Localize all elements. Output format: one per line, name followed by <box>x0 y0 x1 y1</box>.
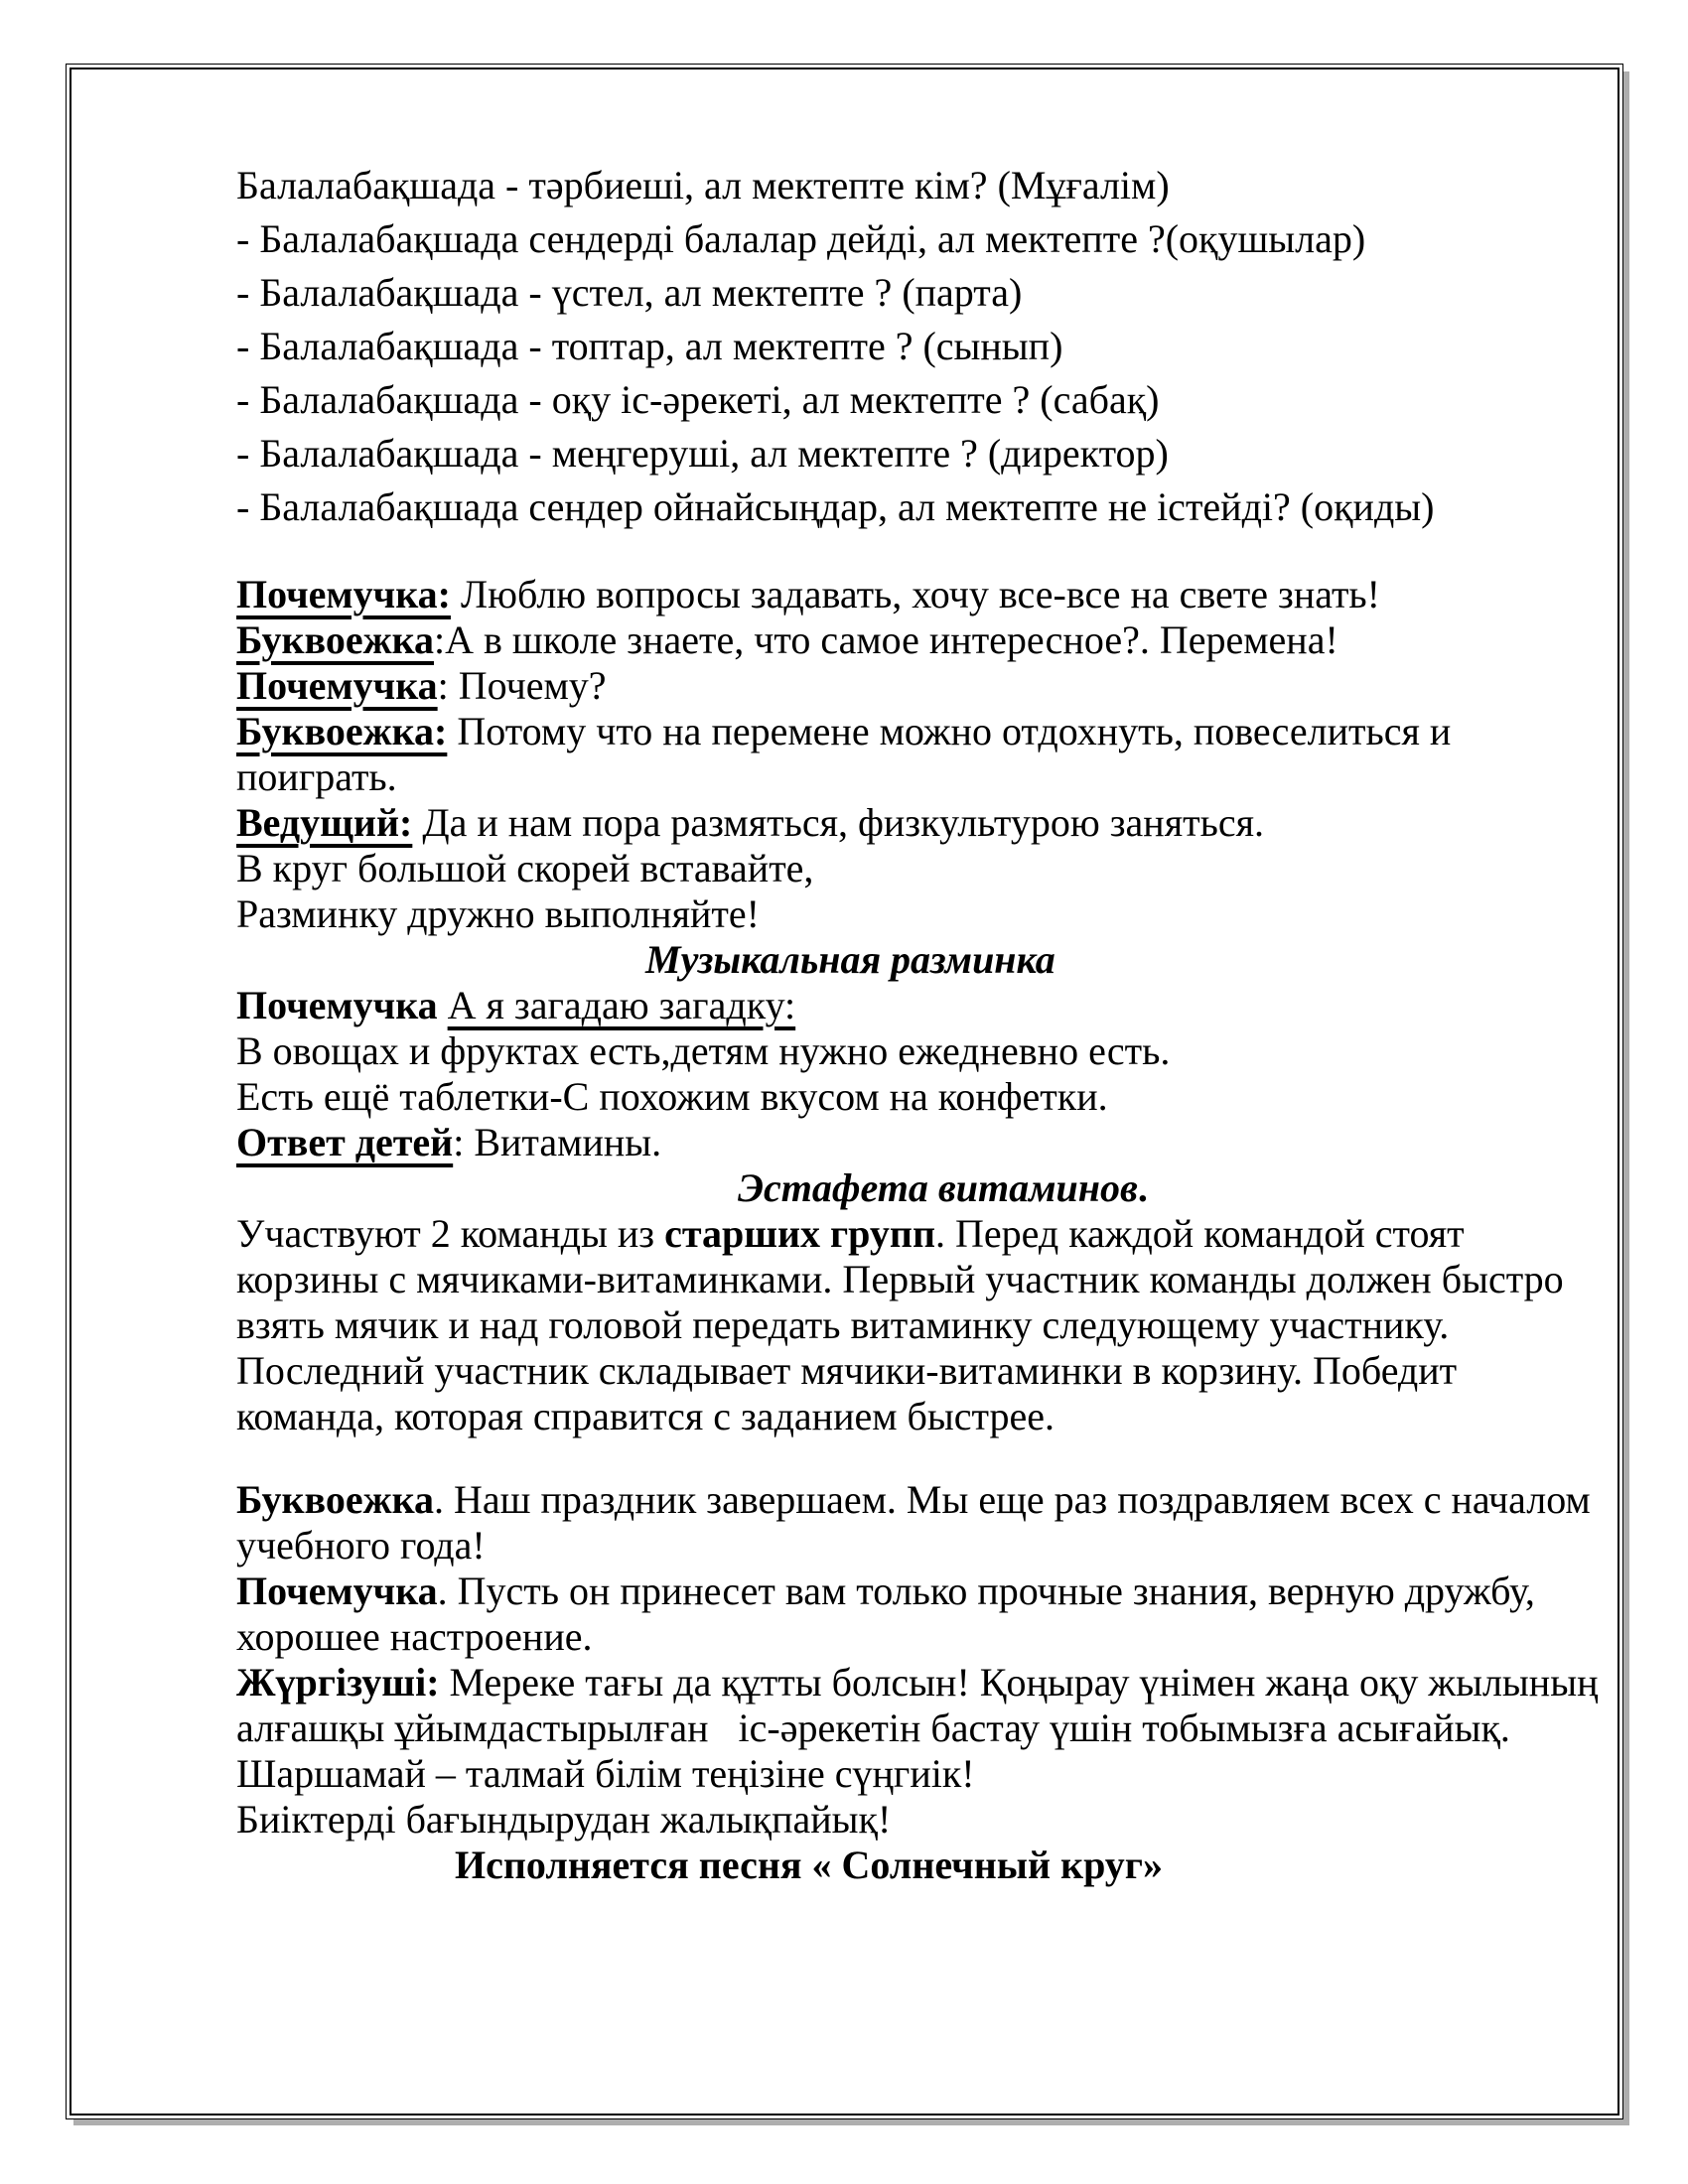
text-segment: Жүргізуші: <box>236 1660 440 1705</box>
text-segment: Последний участник складывает мячики-витаминки в корзину. Победит <box>236 1348 1458 1393</box>
text-segment: - Балалабақшада - оқу іс-әрекеті, ал мектепте ? (сабақ) <box>236 377 1160 422</box>
text-segment: :А в школе знаете, что самое интересное?. Перемена! <box>434 617 1338 662</box>
text-segment: Буквоежка: <box>236 709 448 753</box>
text-segment: : Почему? <box>437 663 607 708</box>
text-segment: В овощах и фруктах есть,детям нужно ежедневно есть. <box>236 1028 1171 1073</box>
blank-line <box>236 534 1567 572</box>
body-line <box>236 1302 1567 1348</box>
text-segment: взять мячик и над головой передать витаминку следующему участнику. <box>236 1302 1450 1347</box>
qa-line <box>236 427 1567 480</box>
dialog-line <box>236 754 1567 800</box>
text-segment: алғашқы ұйымдастырылған іс-әрекетін бастау үшін тобымызға асығайық. <box>236 1706 1510 1750</box>
text-segment: Почемучка <box>236 1569 438 1613</box>
text-segment: : Витамины. <box>453 1120 662 1164</box>
dialog-line <box>236 846 1567 891</box>
dialog-line <box>236 1751 1567 1797</box>
text-segment: хорошее настроение. <box>236 1614 593 1659</box>
body-line <box>236 1257 1567 1302</box>
text-segment: поиграть. <box>236 754 397 799</box>
qa-line <box>236 480 1567 534</box>
dialog-line <box>236 1028 1567 1074</box>
section-heading <box>645 937 1567 983</box>
dialog-line <box>236 1477 1591 1523</box>
text-segment: В круг большой скорей вставайте, <box>236 846 814 890</box>
body-line <box>236 1394 1567 1439</box>
text-segment: А я загадаю загадку: <box>447 983 796 1027</box>
text-segment: - Балалабақшада - меңгеруші, ал мектепте ? (директор) <box>236 431 1169 476</box>
qa-line <box>236 320 1567 373</box>
text-segment: Почемучка <box>236 663 438 708</box>
dialog-line <box>236 709 1567 754</box>
dialog-line <box>236 1660 1599 1706</box>
text-segment: учебного года! <box>236 1523 486 1568</box>
qa-line <box>236 266 1567 320</box>
text-segment: Потому что на перемене можно отдохнуть, повеселиться и <box>447 709 1452 753</box>
dialog-line <box>236 1797 1567 1843</box>
text-segment: Исполняется песня « Солнечный круг» <box>455 1843 1163 1887</box>
dialog-line <box>236 1706 1567 1751</box>
text-segment: - Балалабақшада - топтар, ал мектепте ? (сынып) <box>236 324 1063 368</box>
dialog-line <box>236 1074 1567 1120</box>
dialog-line <box>236 1120 1567 1165</box>
text-segment: Почемучка: <box>236 572 451 616</box>
text-segment: Ответ детей <box>236 1120 454 1164</box>
dialog-line <box>236 983 1567 1028</box>
text-segment: команда, которая справится с заданием быстрее. <box>236 1394 1055 1438</box>
text-segment: Балалабақшада - тәрбиеші, ал мектепте кім? (Мұғалім) <box>236 163 1170 207</box>
qa-line <box>236 212 1567 266</box>
text-segment: Почемучка <box>236 983 438 1027</box>
text-segment: . <box>1137 1165 1148 1210</box>
text-segment: корзины с мячиками-витаминками. Первый участник команды должен быстро <box>236 1257 1564 1301</box>
text-segment: . Перед каждой командой стоят <box>935 1211 1465 1256</box>
text-segment: Ведущий: <box>236 800 413 845</box>
blank-line <box>236 1439 1567 1477</box>
text-segment <box>438 983 448 1027</box>
dialog-line <box>236 1614 1567 1660</box>
dialog-line <box>236 800 1567 846</box>
text-segment: Буквоежка <box>236 617 435 662</box>
dialog-line <box>236 617 1567 663</box>
text-segment: Разминку дружно выполняйте! <box>236 891 760 936</box>
dialog-line <box>236 1523 1567 1569</box>
text-segment: Люблю вопросы задавать, хочу все-все на свете знать! <box>450 572 1380 616</box>
text-segment: Буквоежка <box>236 1477 435 1522</box>
text-segment: - Балалабақшада - үстел, ал мектепте ? (парта) <box>236 270 1023 315</box>
text-segment: . Пусть он принесет вам только прочные знания, верную дружбу, <box>437 1569 1535 1613</box>
dialog-line <box>236 572 1567 617</box>
text-segment: Музыкальная разминка <box>645 937 1055 982</box>
qa-line <box>236 373 1567 427</box>
document-body <box>236 159 1599 1888</box>
text-segment: . Наш праздник завершаем. Мы еще раз поздравляем всех с началом <box>434 1477 1591 1522</box>
body-line <box>236 1348 1567 1394</box>
text-segment: Да и нам пора размяться, физкультурою заняться. <box>412 800 1264 845</box>
dialog-line <box>236 1569 1567 1614</box>
section-heading <box>738 1165 1567 1211</box>
dialog-line <box>236 663 1567 709</box>
text-segment: старших групп <box>664 1211 935 1256</box>
body-line <box>236 1211 1567 1257</box>
text-segment: Шаршамай – талмай білім теңізіне сүңгиік! <box>236 1751 975 1796</box>
text-segment: Биіктерді бағындырудан жалықпайық! <box>236 1797 892 1842</box>
text-segment: Мереке тағы да құтты болсын! Қоңырау үнімен жаңа оқу жылының <box>439 1660 1599 1705</box>
qa-line <box>236 159 1567 212</box>
song-heading <box>455 1843 1567 1888</box>
text-segment: - Балалабақшада сендерді балалар дейді, ал мектепте ?(оқушылар) <box>236 216 1366 261</box>
text-segment: Есть ещё таблетки-С похожим вкусом на конфетки. <box>236 1074 1108 1119</box>
text-segment: - Балалабақшада сендер ойнайсыңдар, ал мектепте не істейді? (оқиды) <box>236 484 1435 529</box>
text-segment: Эстафета витаминов <box>738 1165 1138 1210</box>
dialog-line <box>236 891 1567 937</box>
text-segment: Участвуют 2 команды из <box>236 1211 665 1256</box>
